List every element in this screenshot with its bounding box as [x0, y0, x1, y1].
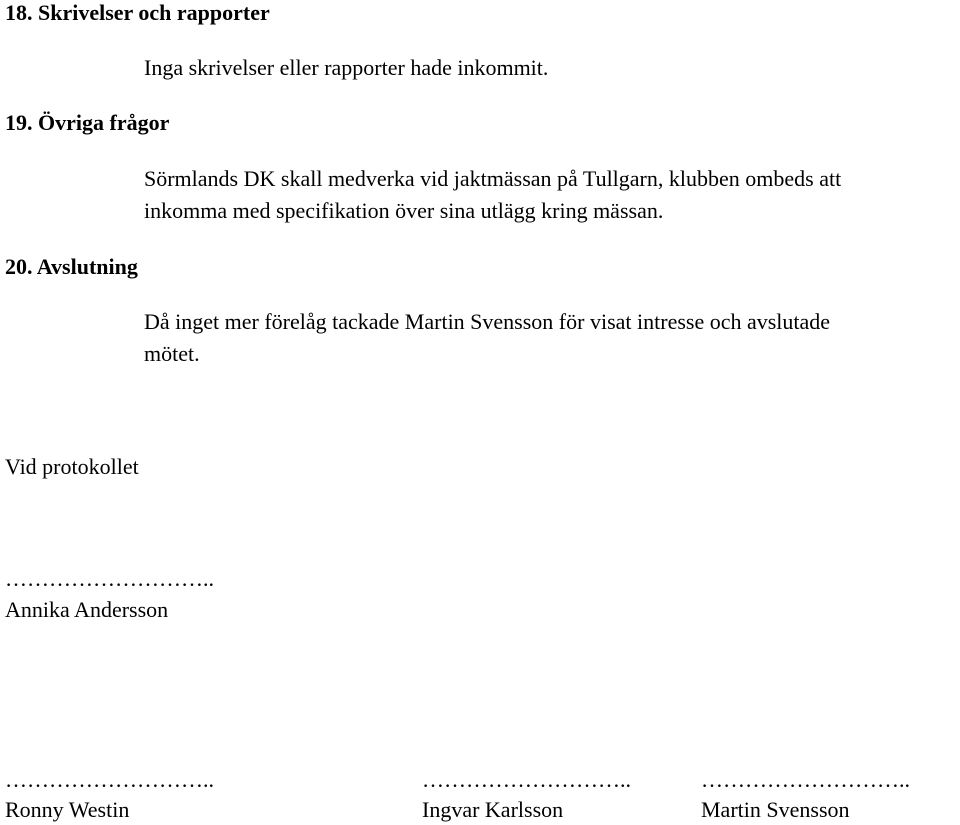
signatory-adjuster-2: Ingvar Karlsson: [422, 797, 564, 822]
section-19-heading: 19. Övriga frågor: [5, 110, 170, 135]
protocol-label: Vid protokollet: [5, 454, 139, 479]
signature-line-chair: ………………………..: [701, 767, 910, 792]
section-20-heading: 20. Avslutning: [5, 254, 138, 279]
signature-line-adjuster-2: ………………………..: [422, 767, 631, 792]
section-18-text: Inga skrivelser eller rapporter hade inkommit.: [144, 55, 549, 80]
signatory-adjuster-1: Ronny Westin: [5, 797, 130, 822]
signatory-secretary: Annika Andersson: [5, 597, 169, 622]
signatory-chair: Martin Svensson: [701, 797, 850, 822]
section-19-text-line-2: inkomma med specifikation över sina utlägg kring mässan.: [144, 198, 664, 223]
section-19-text-line-1: Sörmlands DK skall medverka vid jaktmässan på Tullgarn, klubben ombeds att: [144, 166, 842, 191]
section-18-heading: 18. Skrivelser och rapporter: [5, 0, 270, 25]
section-20-text-line-2: mötet.: [144, 341, 200, 366]
signature-line-secretary: ………………………..: [5, 566, 214, 591]
section-20-text-line-1: Då inget mer förelåg tackade Martin Svensson för visat intresse och avslutade: [144, 309, 831, 334]
signature-line-adjuster-1: ………………………..: [5, 767, 214, 792]
